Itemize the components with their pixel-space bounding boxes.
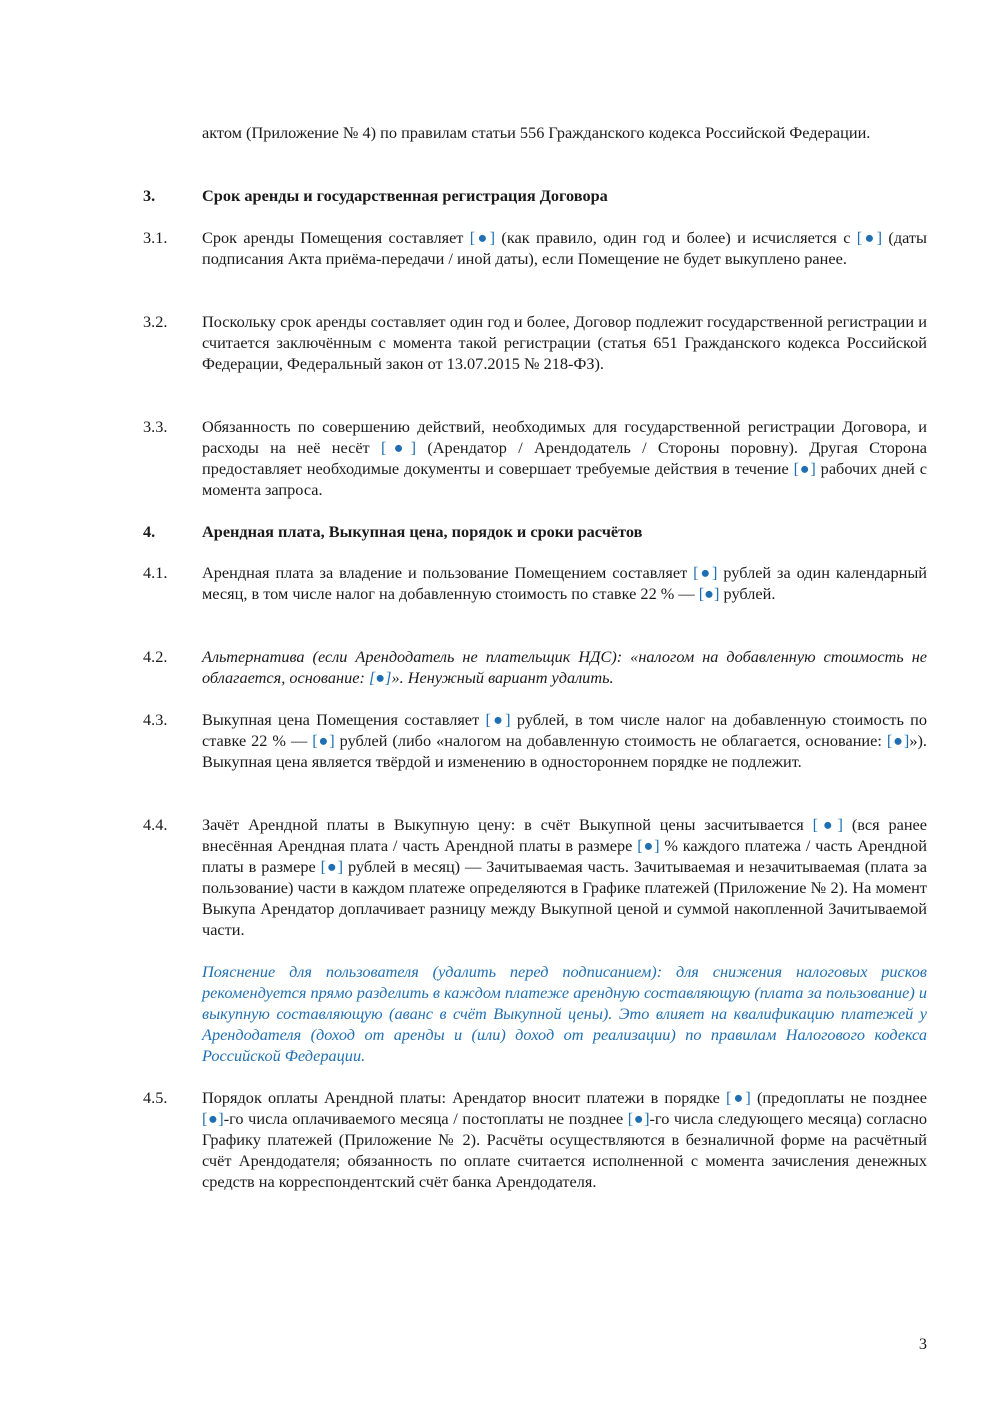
clause-text-part: Обязанность по совершению действий, необходимых для государственной регистрации Договора, и расходы на неё несёт — [202, 417, 927, 457]
page-number: 3 — [918, 1334, 927, 1353]
placeholder-marker: [●] — [886, 731, 910, 750]
clause-text-part: (предоплаты не позднее — [750, 1088, 927, 1107]
section-number: 4. — [143, 522, 156, 541]
user-note — [143, 961, 927, 1066]
clause-number: 4.2. — [143, 647, 168, 666]
section-title: Срок аренды и государственная регистрация Договора — [202, 186, 608, 205]
placeholder-marker: [●] — [856, 228, 883, 247]
placeholder-marker: [●] — [485, 710, 511, 729]
clause-text-part: Зачёт Арендной платы в Выкупную цену: в счёт Выкупной цены засчитывается — [202, 815, 813, 834]
placeholder-marker: [●] — [380, 438, 417, 457]
clause-4-4 — [143, 814, 927, 940]
clause-3-2 — [143, 311, 927, 374]
clause-text — [202, 227, 927, 269]
placeholder-marker: [●] — [469, 228, 496, 247]
clause-text-part: Арендная плата за владение и пользование Помещением составляет — [202, 563, 694, 582]
clause-4-3 — [143, 709, 927, 772]
placeholder-marker: [●] — [693, 563, 718, 582]
clause-3-3 — [143, 416, 927, 500]
clause-text — [202, 814, 927, 940]
section-4-heading — [143, 521, 927, 542]
clause-text-part: (вся ранее внесённая Арендная плата / часть Арендной платы в размере — [202, 815, 928, 855]
clause-text-part: -го числа следующего месяца) согласно Графику платежей (Приложение № 2). Расчёты осуществляются в безналичной форме на расчётный счёт Арендодателя; обязанность по оплате считается исполненной с момента зачисления денежных средств на корреспондентский счёт банка Арендодателя. — [202, 1109, 927, 1191]
clause-number: 4.5. — [143, 1088, 168, 1107]
placeholder-marker: [●] — [627, 1109, 650, 1128]
clause-number: 3.2. — [143, 312, 168, 331]
clause-text-part: »). Выкупная цена является твёрдой и изменению в одностороннем порядке не подлежит. — [202, 731, 927, 771]
clause-text-part: ». Ненужный вариант удалить. — [391, 668, 614, 687]
clause-number: 4.1. — [143, 563, 168, 582]
clause-text — [202, 646, 927, 688]
clause-number: 4.3. — [143, 710, 168, 729]
clause-text — [202, 311, 927, 374]
clause-3-1 — [143, 227, 927, 269]
clause-text — [202, 709, 927, 772]
clause-text-part: рублей, в том числе налог на добавленную стоимость по ставке 22 % — — [202, 710, 928, 750]
clause-text — [202, 1087, 927, 1192]
clause-text-part: (даты подписания Акта приёма-передачи / иной даты), если Помещение не будет выкуплено ранее. — [202, 228, 927, 268]
clause-number: 4.4. — [143, 815, 168, 834]
clause-text-part: -го числа оплачиваемого месяца / постоплаты не позднее — [223, 1109, 628, 1128]
clause-text-part: рублей в месяц) — Зачитываемая часть. Зачитываемая и незачитываемая (плата за пользование) части в каждом платеже определяются в Графике платежей (Приложение № 2). На момент Выкупа Арендатор доплачивает разницу между Выкупной ценой и суммой накопленной Зачитываемой части. — [202, 857, 927, 939]
intro-continuation — [143, 122, 927, 143]
placeholder-marker: [●] — [698, 584, 720, 603]
placeholder-marker: [●] — [368, 668, 392, 687]
note-text: Пояснение для пользователя (удалить перед подписанием): для снижения налоговых рисков рекомендуется прямо разделить в каждом платеже арендную составляющую (плата за пользование) и выкупную составляющую (аванс в счёт Выкупной цены). Это влияет на квалификацию платежей у Арендодателя (доход от аренды и (или) доход от реализации) по правилам Налогового кодекса Российской Федерации. — [202, 962, 927, 1065]
clause-4-1 — [143, 562, 927, 604]
clause-4-2 — [143, 646, 927, 688]
clause-text-part: Поскольку срок аренды составляет один год и более, Договор подлежит государственной регистрации и считается заключённым с момента такой регистрации (статья 651 Гражданского кодекса Российской Федерации, Федеральный закон от 13.07.2015 № 218-ФЗ). — [202, 312, 927, 373]
clause-text-part: (как правило, один год и более) и исчисляется с — [495, 228, 857, 247]
clause-number: 3.3. — [143, 417, 168, 436]
clause-text-part: рублей (либо «налогом на добавленную стоимость не облагается, основание: — [334, 731, 887, 750]
section-number: 3. — [143, 186, 156, 205]
section-3-heading — [143, 185, 927, 206]
placeholder-marker: [●] — [312, 731, 335, 750]
placeholder-marker: [●] — [726, 1088, 751, 1107]
clause-text-part: Срок аренды Помещения составляет — [202, 228, 470, 247]
clause-text-part: Порядок оплаты Арендной платы: Арендатор вносит платежи в порядке — [202, 1088, 727, 1107]
intro-text: актом (Приложение № 4) по правилам статьи 556 Гражданского кодекса Российской Федерации. — [202, 123, 871, 142]
placeholder-marker: [●] — [812, 815, 843, 834]
clause-text-part: Выкупная цена Помещения составляет — [202, 710, 486, 729]
clause-text-part: (Арендатор / Арендодатель / Стороны поровну). Другая Сторона предоставляет необходимые документы и совершает требуемые действия в течение — [202, 438, 928, 478]
clause-text-part: рабочих дней с момента запроса. — [202, 459, 927, 499]
clause-text-part: рублей. — [719, 584, 776, 603]
placeholder-marker: [●] — [202, 1109, 224, 1128]
clause-text — [202, 562, 927, 604]
clause-text-part: рублей за один календарный месяц, в том числе налог на добавленную стоимость по ставке 22 % — — [202, 563, 927, 603]
clause-4-5 — [143, 1087, 927, 1192]
section-title: Арендная плата, Выкупная цена, порядок и сроки расчётов — [202, 522, 643, 541]
clause-text-part: Альтернатива (если Арендодатель не плательщик НДС): «налогом на добавленную стоимость не облагается, основание: — [202, 647, 927, 687]
placeholder-marker: [●] — [637, 836, 660, 855]
placeholder-marker: [●] — [320, 857, 344, 876]
clause-number: 3.1. — [143, 228, 168, 247]
clause-text-part: % каждого платежа / часть Арендной платы в размере — [202, 836, 927, 876]
clause-text — [202, 416, 927, 500]
placeholder-marker: [●] — [793, 459, 816, 478]
